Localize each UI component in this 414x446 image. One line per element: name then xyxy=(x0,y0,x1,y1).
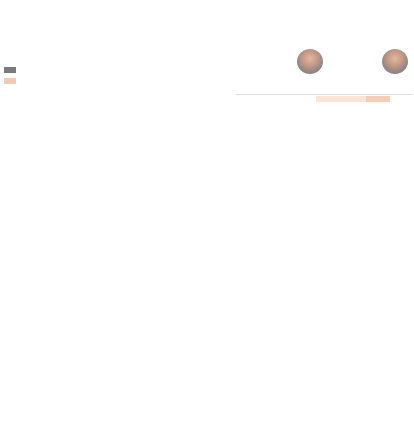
president-portrait-chaves xyxy=(297,49,323,74)
legend-item xyxy=(4,78,21,84)
president-portrait-grinan xyxy=(382,49,408,74)
legend-swatch xyxy=(4,78,16,84)
president-term-band xyxy=(316,96,366,102)
president-term-band xyxy=(366,96,390,102)
legend-item xyxy=(4,67,21,73)
legend-swatch xyxy=(4,67,16,73)
years-header xyxy=(236,88,412,95)
